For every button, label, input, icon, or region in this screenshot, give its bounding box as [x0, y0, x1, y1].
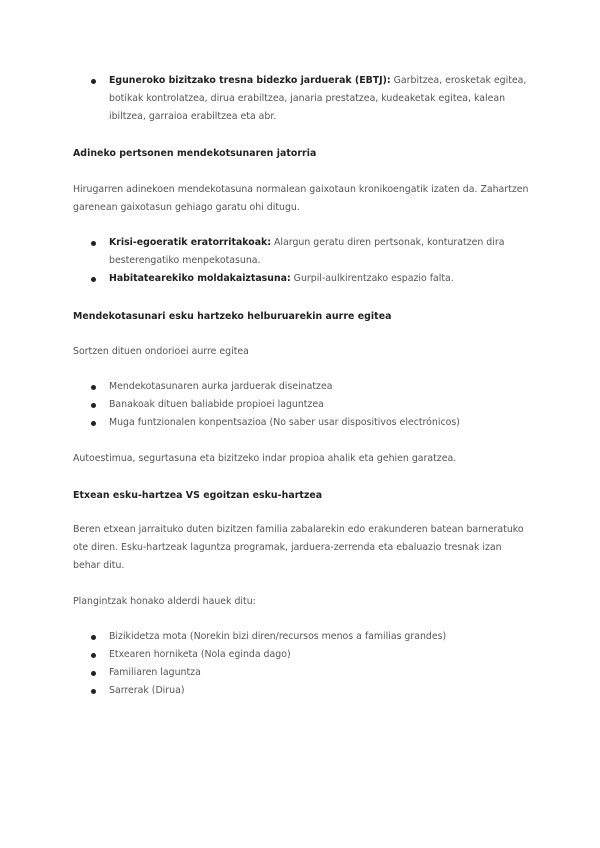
bullet-list-ebtj — [0, 72, 600, 126]
paragraph: Hirugarren adinekoen mendekotasuna normalean gaixotaun kronikoengatik izaten da. Zahartzen garenean gaixotasun gehiago garatu ohi ditugu. — [73, 184, 529, 213]
list-item-text: Bizikidetza mota (Norekin bizi diren/recursos menos a familias grandes) — [109, 631, 447, 642]
bullet-icon — [91, 403, 96, 408]
list-item-text: Muga funtzionalen konpentsazioa (No saber usar dispositivos electrónicos) — [109, 417, 460, 428]
bullet-list-causes — [0, 234, 600, 288]
list-item-text: Sarrerak (Dirua) — [109, 685, 185, 696]
bullet-list-plangintza — [0, 628, 600, 700]
list-item — [0, 234, 600, 270]
bullet-list-goals — [0, 378, 600, 432]
list-item — [0, 378, 600, 396]
list-item — [0, 628, 600, 646]
list-item-text: Garbitzea, erosketak egitea, botikak kontrolatzea, dirua erabiltzea, janaria prestatzea, kudeaketak egitea, kalean ibiltzea, garraioa erabiltzea eta abr. — [109, 75, 527, 122]
paragraph: Plangintzak honako alderdi hauek ditu: — [73, 596, 256, 607]
paragraph: Beren etxean jarraituko duten bizitzen familia zabalarekin edo erakunderen batean barneratuko ote diren. Esku-hartzeak laguntza programak, jarduera-zerrenda eta ebaluazio tresnak izan behar ditu. — [73, 524, 524, 571]
list-item — [0, 646, 600, 664]
list-item — [0, 396, 600, 414]
list-item — [0, 270, 600, 288]
bullet-icon — [91, 635, 96, 640]
list-item-text: Familiaren laguntza — [109, 667, 201, 678]
bullet-icon — [91, 653, 96, 658]
list-item-text: Etxearen horniketa (Nola eginda dago) — [109, 649, 291, 660]
list-item-text: Banakoak dituen baliabide propioei laguntzea — [109, 399, 324, 410]
section-heading-helburua: Mendekotasunari esku hartzeko helburuarekin aurre egitea — [73, 311, 392, 322]
section-heading-jatorria: Adineko pertsonen mendekotsunaren jatorria — [73, 148, 317, 159]
bullet-icon — [91, 277, 96, 282]
list-item-term: Eguneroko bizitzako tresna bidezko jarduerak (EBTJ): — [109, 75, 391, 86]
paragraph: Autoestimua, segurtasuna eta bizitzeko indar propioa ahalik eta gehien garatzea. — [73, 453, 457, 464]
list-item — [0, 414, 600, 432]
bullet-icon — [91, 689, 96, 694]
section-heading-esku-hartzea: Etxean esku-hartzea VS egoitzan esku-hartzea — [73, 490, 323, 501]
list-item — [0, 72, 600, 126]
bullet-icon — [91, 421, 96, 426]
paragraph: Sortzen dituen ondorioei aurre egitea — [73, 346, 249, 357]
list-item-term: Krisi-egoeratik eratorritakoak: — [109, 237, 272, 248]
list-item-text: Gurpil-aulkirentzako espazio falta. — [290, 273, 454, 284]
list-item-text: Alargun geratu diren pertsonak, konturatzen dira besterengatiko menpekotasuna. — [109, 237, 505, 266]
bullet-icon — [91, 79, 96, 84]
bullet-icon — [91, 241, 96, 246]
list-item-text: Mendekotasunaren aurka jarduerak diseinatzea — [109, 381, 333, 392]
bullet-icon — [91, 671, 96, 676]
bullet-icon — [91, 385, 96, 390]
list-item — [0, 682, 600, 700]
list-item — [0, 664, 600, 682]
list-item-term: Habitatearekiko moldakaiztasuna: — [109, 273, 291, 284]
